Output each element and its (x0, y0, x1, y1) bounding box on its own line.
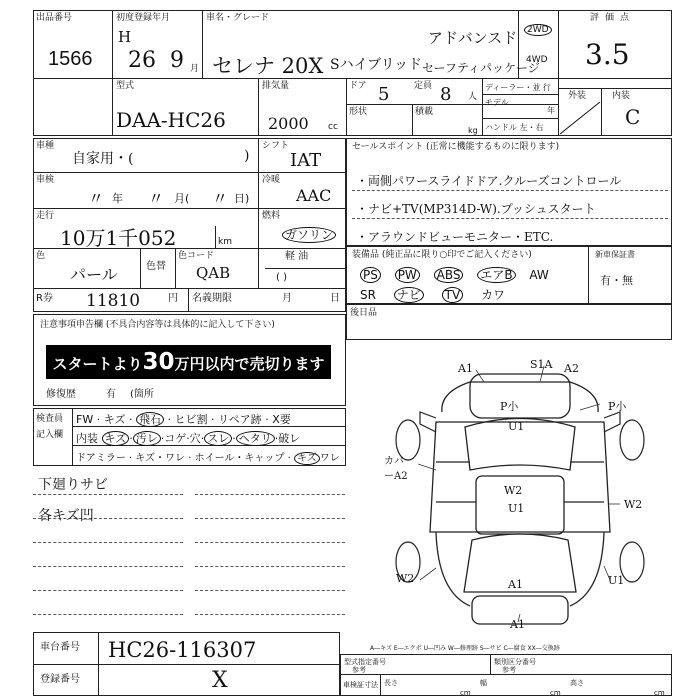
width-unit: cm (550, 689, 561, 697)
grade-mid: Sハイブリッド (330, 57, 423, 73)
capacity-value: 8 (440, 84, 452, 105)
inspector-label: 検査員 (36, 414, 64, 424)
damage-mark-3: A2 (564, 362, 579, 375)
load-unit: kg (468, 126, 478, 135)
warranty-value: 有・無 (600, 274, 633, 287)
chassis-label: 車台番号 (40, 642, 80, 653)
usage-close: ) (244, 148, 250, 164)
recycle-value: 11810 (86, 291, 141, 311)
chassis-value: HC26-116307 (108, 638, 257, 662)
aircon-value: AAC (296, 186, 332, 205)
length-unit: cm (460, 689, 471, 697)
capacity-unit: 人 (468, 92, 478, 102)
notes-header: 注意事項申告欄 (不具合内容等は具体的に記入して下さい) (40, 320, 275, 330)
color-change-label: 色替 (146, 261, 166, 272)
height-unit: cm (654, 689, 665, 697)
equipment-header: 装備品 (純正品に限り○印でご記入ください) (352, 250, 532, 260)
door-value: 5 (378, 84, 390, 105)
era-value: H (118, 28, 132, 46)
remark-line-1: 下廻りサビ (38, 477, 108, 493)
warranty-label: 新車保証書 (595, 250, 635, 259)
damage-mark-7: カバーA2 (384, 456, 408, 482)
recycle-label: R券 (36, 293, 53, 304)
inspection-month: 〃 (148, 189, 165, 208)
height-label: 高さ (570, 679, 584, 687)
title-expiry-label: 名義期限 (192, 293, 232, 304)
class-number-ref: 参考 (502, 666, 516, 674)
aircon-label: 冷暖 (262, 175, 281, 185)
score-value: 3.5 (585, 38, 630, 71)
inspector-row-3: ドアミラー · キズ・ワレ · ホイール・キャップ · キズ ワレ (76, 453, 340, 464)
recycle-unit: 円 (168, 293, 178, 304)
length-label: 長さ (384, 679, 398, 687)
inspector-entry-label: 記入欄 (36, 430, 64, 440)
damage-mark-4: P小 (500, 400, 519, 413)
color-code-label: 色コード (178, 251, 215, 261)
repair-history-label: 修復歴 (46, 389, 76, 400)
drive-4wd: 4WD (526, 55, 548, 65)
car-name-label: 車名・グレード (206, 13, 270, 23)
aftermarket-frame (346, 304, 672, 340)
damage-mark-6: P小 (608, 400, 627, 413)
displacement-label: 排気量 (262, 81, 290, 91)
displacement-value: 2000 (268, 114, 309, 133)
inspector-row-2: 内装 キズ · 汚レ ·コゲ·穴· スレ · ヘタリ ·破レ (76, 432, 301, 445)
damage-mark-2: S1A (530, 358, 553, 371)
title-expiry-month-unit: 月 (282, 293, 292, 304)
month-unit: 月 (190, 64, 200, 74)
first-registration-label: 初度登録年月 (116, 13, 171, 23)
lot-number-value: 1566 (48, 48, 93, 70)
shape-label: 形状 (349, 107, 368, 117)
door-label: ドア (349, 81, 367, 91)
usage-value: 自家用・( (72, 151, 134, 167)
damage-mark-13: U1 (608, 574, 625, 587)
wheels (396, 420, 644, 582)
registration-value: X (212, 668, 228, 693)
damage-mark-1: A1 (458, 362, 473, 375)
repair-history-place: (箇所 (130, 389, 154, 400)
model-value: DAA-HC26 (116, 108, 226, 132)
damage-mark-5: U1 (508, 420, 525, 433)
capacity-label: 定員 (414, 81, 433, 91)
model-year-label: モデル (485, 98, 509, 107)
displacement-unit: cc (328, 122, 338, 132)
width-label: 幅 (480, 679, 487, 687)
equipment-row-1: PS PW ABS エアB AW (360, 266, 549, 283)
diesel-label: 軽 油 (285, 251, 309, 262)
interior-grade: C (625, 105, 641, 129)
registration-month: 9 (170, 48, 184, 73)
interior-label: 内装 (612, 91, 631, 101)
size-label: 車検証寸法 (343, 681, 378, 689)
sales-point-3: ・アラウンドビューモニター・ETC. (356, 230, 554, 244)
fuel-paren: ( ) (276, 272, 287, 283)
mileage-label: 走行 (36, 211, 55, 221)
drive-2wd: 2WD (524, 25, 552, 35)
exterior-label: 外装 (568, 91, 587, 101)
inspection-year: 〃 (88, 189, 105, 208)
year-unit: 年 (547, 106, 555, 115)
inspection-year-unit: 年 (112, 192, 123, 205)
grade-top: アドバンスド (428, 29, 518, 47)
shift-value: IAT (290, 150, 322, 171)
color-label: 色 (36, 251, 46, 261)
damage-mark-10: W2 (624, 498, 643, 511)
title-expiry-day-unit: 日 (330, 293, 340, 304)
remark-line-2: 各キズ凹 (38, 508, 94, 524)
inspection-day-unit: 日) (234, 192, 250, 205)
lot-number-label: 出品番号 (36, 13, 73, 23)
shift-label: シフト (262, 141, 290, 151)
type-designation-label: 型式指定番号 (344, 658, 386, 666)
car-name-value: セレナ 20X (212, 54, 324, 78)
color-value: パール (70, 265, 118, 284)
mileage-value: 10万1千052 (60, 226, 177, 250)
exterior-slash (558, 100, 601, 136)
class-number-label: 類別区分番号 (494, 658, 536, 666)
mileage-unit: km (218, 237, 232, 247)
inspector-row-1: FW · キズ · 飛石 · ヒビ割 · リペア跡 · X要 (76, 413, 291, 426)
repair-history-value: 有 (106, 389, 116, 400)
sales-points-header: セールスポイント (正常に機能するものに限ります) (352, 142, 560, 152)
score-label: 評価点 (590, 13, 636, 23)
registration-label: 登録番号 (40, 674, 80, 685)
fuel-label: 燃料 (262, 211, 281, 221)
damage-mark-9: U1 (508, 502, 525, 515)
dealer-label: ディーラー・並 行 (485, 83, 551, 92)
inspection-day: 〃 (212, 189, 229, 208)
load-label: 積載 (415, 107, 434, 117)
damage-mark-14: A1 (510, 618, 525, 631)
damage-mark-12: A1 (508, 578, 523, 591)
fuel-value: ガソリン (282, 226, 336, 243)
sales-banner: スタートより30万円以内で売切ります (46, 345, 331, 379)
usage-label: 車種 (36, 141, 55, 151)
registration-year: 26 (128, 48, 156, 73)
grade-bottom: セーフティパッケージ (422, 61, 540, 75)
sales-point-2: ・ナビ+TV(MP314D-W).プッシュスタート (356, 202, 596, 216)
damage-legend: A―キズ E―エクボ U―凹み W―修理跡 S―サビ C―腐食 XX―交換跡 (370, 645, 560, 652)
handle-label: ハンドル 左・右 (485, 123, 544, 132)
color-code-value: QAB (196, 264, 231, 282)
aftermarket-label: 後日品 (350, 308, 378, 318)
damage-mark-11: W2 (396, 572, 415, 585)
model-label: 型式 (116, 81, 135, 91)
sales-point-1: ・両側パワースライドドア.クルーズコントロール (356, 174, 622, 188)
type-designation-ref: 参考 (352, 666, 366, 674)
equipment-row-2: SR ナビ TV カワ (360, 288, 506, 302)
damage-mark-8: W2 (504, 484, 523, 497)
inspection-month-unit: 月( (174, 192, 190, 205)
inspection-label: 車検 (36, 175, 55, 185)
